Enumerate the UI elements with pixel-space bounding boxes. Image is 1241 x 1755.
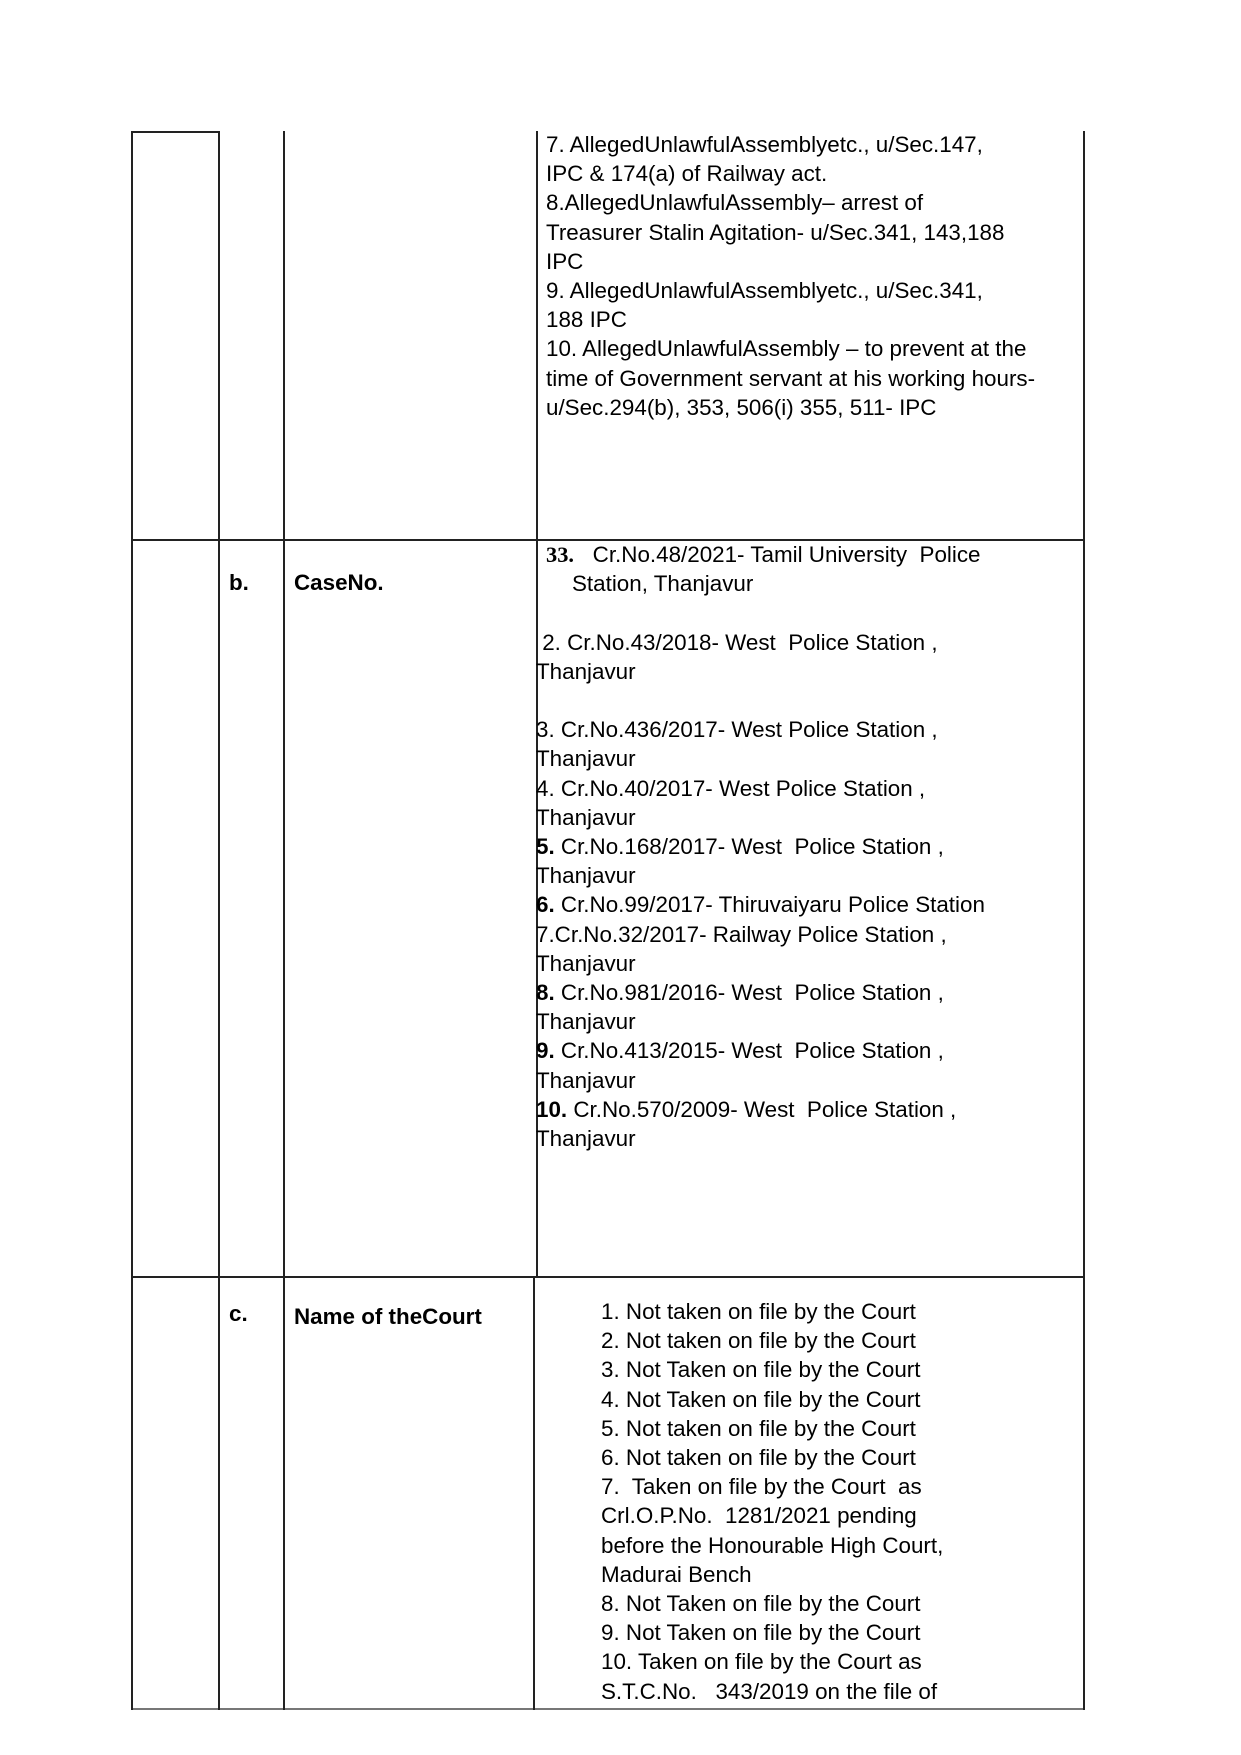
table-border-top (131, 131, 218, 133)
case-number-bullet: 5. (536, 834, 555, 859)
case-item-2: 2. Cr.No.43/2018- West Police Station , (536, 629, 938, 655)
offence-line: 8.AllegedUnlawfulAssembly– arrest of (546, 190, 924, 216)
case-item-5 (536, 832, 985, 861)
court-status-line: 3. Not Taken on file by the Court (601, 1357, 921, 1383)
court-status-line: 9. Not Taken on file by the Court (601, 1620, 921, 1646)
court-status-line: 8. Not Taken on file by the Court (601, 1591, 921, 1617)
offence-line: 9. AllegedUnlawfulAssemblyetc., u/Sec.341, (546, 278, 983, 304)
case-item-3-cont: Thanjavur (536, 746, 636, 772)
offence-line: Treasurer Stalin Agitation- u/Sec.341, 143,188 (546, 219, 1005, 245)
court-status-line: 5. Not taken on file by the Court (601, 1415, 916, 1441)
case-number-bullet: 9. (536, 1038, 555, 1064)
case-item-1-cont: Station, Thanjavur (572, 571, 754, 597)
case-item-5-cont: Thanjavur (536, 863, 636, 889)
offence-line: time of Government servant at his working hours- (546, 365, 1036, 391)
case-item-8 (536, 978, 985, 1007)
case-number-bullet: 6. (536, 892, 555, 918)
court-status-line: 7. Taken on file by the Court as (601, 1474, 922, 1500)
case-number-list (536, 540, 985, 1153)
case-item-10-cont: Thanjavur (536, 1126, 636, 1152)
case-item-7: 7.Cr.No.32/2017- Railway Police Station , (536, 921, 947, 947)
case-item-8-cont: Thanjavur (536, 1009, 636, 1035)
row-divider-b-c (131, 1276, 1085, 1278)
court-status-line: Crl.O.P.No. 1281/2021 pending (601, 1503, 917, 1529)
row-label-case-no: CaseNo. (294, 570, 384, 595)
court-status-line: before the Honourable High Court, (601, 1532, 944, 1558)
offence-line: 10. AllegedUnlawfulAssembly – to prevent at the (546, 336, 1027, 362)
case-item-2-cont: Thanjavur (536, 658, 636, 684)
table-border-right (1083, 131, 1085, 1710)
court-status-line: 6. Not taken on file by the Court (601, 1445, 916, 1471)
court-status-line: 10. Taken on file by the Court as (601, 1649, 922, 1675)
table-border-bottom (131, 1708, 1085, 1710)
court-status-line: 1. Not taken on file by the Court (601, 1299, 916, 1324)
offence-line: IPC & 174(a) of Railway act. (546, 161, 828, 187)
table-border-left (131, 131, 133, 1710)
case-item-10 (536, 1095, 985, 1124)
case-item-9 (536, 1036, 985, 1065)
case-item-7-cont: Thanjavur (536, 950, 636, 976)
case-item-4: 4. Cr.No.40/2017- West Police Station , (536, 775, 926, 801)
case-text: Cr.No.981/2016- West Police Station , (554, 980, 944, 1006)
case-number-bullet: 33. (546, 542, 574, 567)
case-item-4-cont: Thanjavur (536, 804, 636, 830)
court-status-line: Madurai Bench (601, 1561, 752, 1587)
column-divider-2 (283, 131, 285, 1710)
case-text: Cr.No.99/2017- Thiruvaiyaru Police Station (554, 892, 985, 918)
case-item-1 (536, 540, 985, 569)
offence-line: IPC (546, 248, 584, 274)
row-letter-b: b. (229, 570, 249, 595)
case-text: Cr.No.413/2015- West Police Station , (554, 1038, 944, 1064)
case-text: Cr.No.48/2021- Tamil University Police (574, 542, 981, 567)
court-status-line: 4. Not Taken on file by the Court (601, 1386, 921, 1412)
case-item-9-cont: Thanjavur (536, 1067, 636, 1093)
offences-list (546, 130, 1035, 422)
court-status-line: S.T.C.No. 343/2019 on the file of (601, 1678, 938, 1704)
court-status-line: 2. Not taken on file by the Court (601, 1328, 916, 1354)
case-number-bullet: 10. (536, 1096, 568, 1122)
column-divider-3-lower (533, 1276, 535, 1710)
column-divider-1 (218, 131, 220, 1710)
offence-line: 188 IPC (546, 307, 627, 333)
case-text: Cr.No.168/2017- West Police Station , (554, 834, 944, 859)
case-item-6 (536, 890, 985, 919)
case-number-bullet: 8. (536, 980, 555, 1006)
court-status-list (601, 1297, 943, 1706)
offence-line: 7. AllegedUnlawfulAssemblyetc., u/Sec.147, (546, 132, 983, 157)
case-text: Cr.No.570/2009- West Police Station , (567, 1096, 957, 1122)
offence-line: u/Sec.294(b), 353, 506(i) 355, 511- IPC (546, 394, 937, 420)
row-label-name-of-court: Name of theCourt (294, 1304, 482, 1329)
case-item-3: 3. Cr.No.436/2017- West Police Station , (536, 717, 938, 743)
row-letter-c: c. (229, 1301, 248, 1326)
